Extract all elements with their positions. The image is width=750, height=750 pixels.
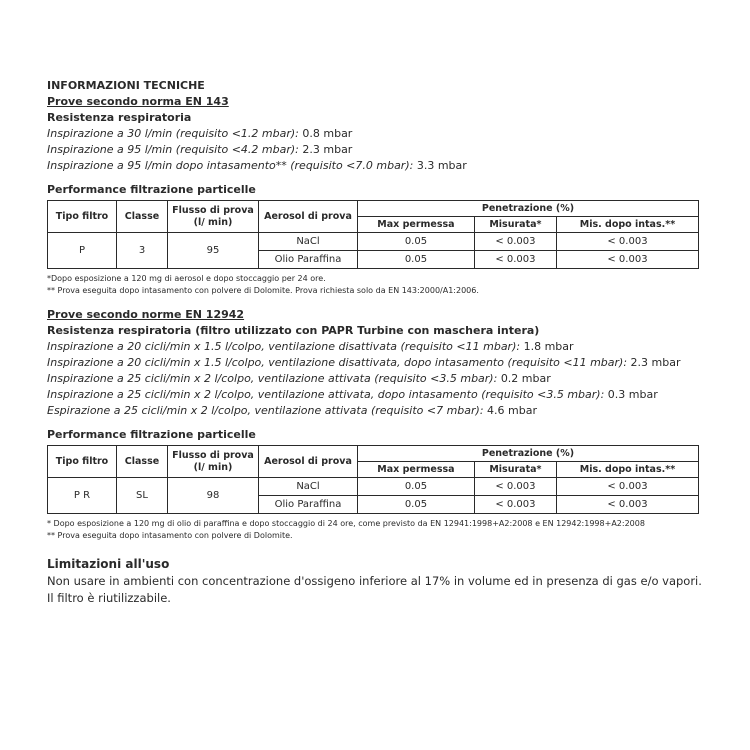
col-flusso: Flusso di prova (l/ min) [168,446,259,478]
en143-notes [47,273,707,297]
en12942-table [47,445,699,514]
limitations-text: Non usare in ambienti con concentrazione d'ossigeno inferiore al 17% in volume ed in presenza di gas e/o vapori. [47,574,702,588]
resistance-line [47,142,707,158]
resistance-line [47,371,707,387]
en12942-notes [47,518,707,542]
cell-dopo: < 0.003 [556,233,698,251]
resistance-value: 0.3 mbar [607,388,658,401]
page-heading: INFORMAZIONI TECNICHE [47,79,205,92]
en143-title: Prove secondo norma EN 143 [47,95,229,108]
cell-flusso: 98 [168,478,259,514]
footnote: ** Prova eseguita dopo intasamento con polvere di Dolomite. Prova richiesta solo da EN 143:2000/A1:2006. [47,286,479,295]
cell-classe: 3 [117,233,168,269]
col-classe: Classe [117,201,168,233]
limitations-title: Limitazioni all'uso [47,557,170,571]
col-penetrazione: Penetrazione (%) [358,201,699,217]
resistance-value: 2.3 mbar [302,143,353,156]
footnote: * Dopo esposizione a 120 mg di olio di paraffina e dopo stoccaggio di 24 ore, come previsto da EN 12941:1998+A2:2008 e EN 12942:1998+A2:2008 [47,519,645,528]
en12942-resistance-title: Resistenza respiratoria (filtro utilizzato con PAPR Turbine con maschera intera) [47,324,540,337]
cell-misurata: < 0.003 [474,496,556,514]
en143-resistance-title: Resistenza respiratoria [47,111,192,124]
resistance-label: Inspirazione a 95 l/min dopo intasamento** (requisito <7.0 mbar): [47,159,414,172]
footnote: *Dopo esposizione a 120 mg di aerosol e dopo stoccaggio per 24 ore. [47,274,326,283]
resistance-label: Inspirazione a 20 cicli/min x 1.5 l/colpo, ventilazione disattivata (requisito <11 mbar): [47,340,521,353]
limitations-text: Il filtro è riutilizzabile. [47,591,171,605]
col-max-permessa: Max permessa [358,217,475,233]
resistance-label: Inspirazione a 30 l/min (requisito <1.2 mbar): [47,127,299,140]
resistance-line [47,355,707,371]
col-misurata: Misurata* [474,462,556,478]
en143-perf-title: Performance filtrazione particelle [47,183,256,196]
resistance-value: 0.8 mbar [302,127,353,140]
cell-aerosol: NaCl [259,233,358,251]
col-dopo-intas: Mis. dopo intas.** [556,217,698,233]
cell-aerosol: NaCl [259,478,358,496]
cell-dopo: < 0.003 [556,478,698,496]
col-classe: Classe [117,446,168,478]
cell-max: 0.05 [358,233,475,251]
cell-tipo: P R [48,478,117,514]
cell-max: 0.05 [358,251,475,269]
cell-misurata: < 0.003 [474,251,556,269]
col-penetrazione: Penetrazione (%) [358,446,699,462]
resistance-label: Inspirazione a 20 cicli/min x 1.5 l/colpo, ventilazione disattivata, dopo intasamento (requisito <11 mbar): [47,356,628,369]
table-row [48,478,699,496]
cell-misurata: < 0.003 [474,233,556,251]
cell-dopo: < 0.003 [556,251,698,269]
col-tipo-filtro: Tipo filtro [48,201,117,233]
resistance-label: Inspirazione a 25 cicli/min x 2 l/colpo, ventilazione attivata, dopo intasamento (requisito <3.5 mbar): [47,388,605,401]
resistance-label: Inspirazione a 95 l/min (requisito <4.2 mbar): [47,143,299,156]
col-aerosol: Aerosol di prova [259,446,358,478]
col-misurata: Misurata* [474,217,556,233]
resistance-value: 3.3 mbar [416,159,467,172]
col-dopo-intas: Mis. dopo intas.** [556,462,698,478]
en12942-title: Prove secondo norme EN 12942 [47,308,245,321]
resistance-value: 4.6 mbar [487,404,537,417]
footnote: ** Prova eseguita dopo intasamento con polvere di Dolomite. [47,531,293,540]
cell-misurata: < 0.003 [474,478,556,496]
resistance-value: 1.8 mbar [523,340,574,353]
cell-classe: SL [117,478,168,514]
resistance-line [47,158,707,174]
resistance-line [47,387,707,403]
col-max-permessa: Max permessa [358,462,475,478]
cell-dopo: < 0.003 [556,496,698,514]
cell-aerosol: Olio Paraffina [259,496,358,514]
cell-max: 0.05 [358,478,475,496]
resistance-value: 0.2 mbar [500,372,551,385]
en12942-perf-title: Performance filtrazione particelle [47,428,256,441]
col-tipo-filtro: Tipo filtro [48,446,117,478]
col-aerosol: Aerosol di prova [259,201,358,233]
table-row [48,233,699,251]
cell-tipo: P [48,233,117,269]
col-flusso: Flusso di prova (l/ min) [168,201,259,233]
resistance-line [47,126,707,142]
resistance-value: 2.3 mbar [630,356,681,369]
resistance-label: Inspirazione a 25 cicli/min x 2 l/colpo, ventilazione attivata (requisito <3.5 mbar): [47,372,498,385]
cell-aerosol: Olio Paraffina [259,251,358,269]
technical-sheet [47,78,707,607]
cell-flusso: 95 [168,233,259,269]
resistance-line [47,339,707,355]
resistance-line [47,403,707,419]
cell-max: 0.05 [358,496,475,514]
resistance-label: Espirazione a 25 cicli/min x 2 l/colpo, ventilazione attivata (requisito <7 mbar): [47,404,484,417]
en143-table [47,200,699,269]
